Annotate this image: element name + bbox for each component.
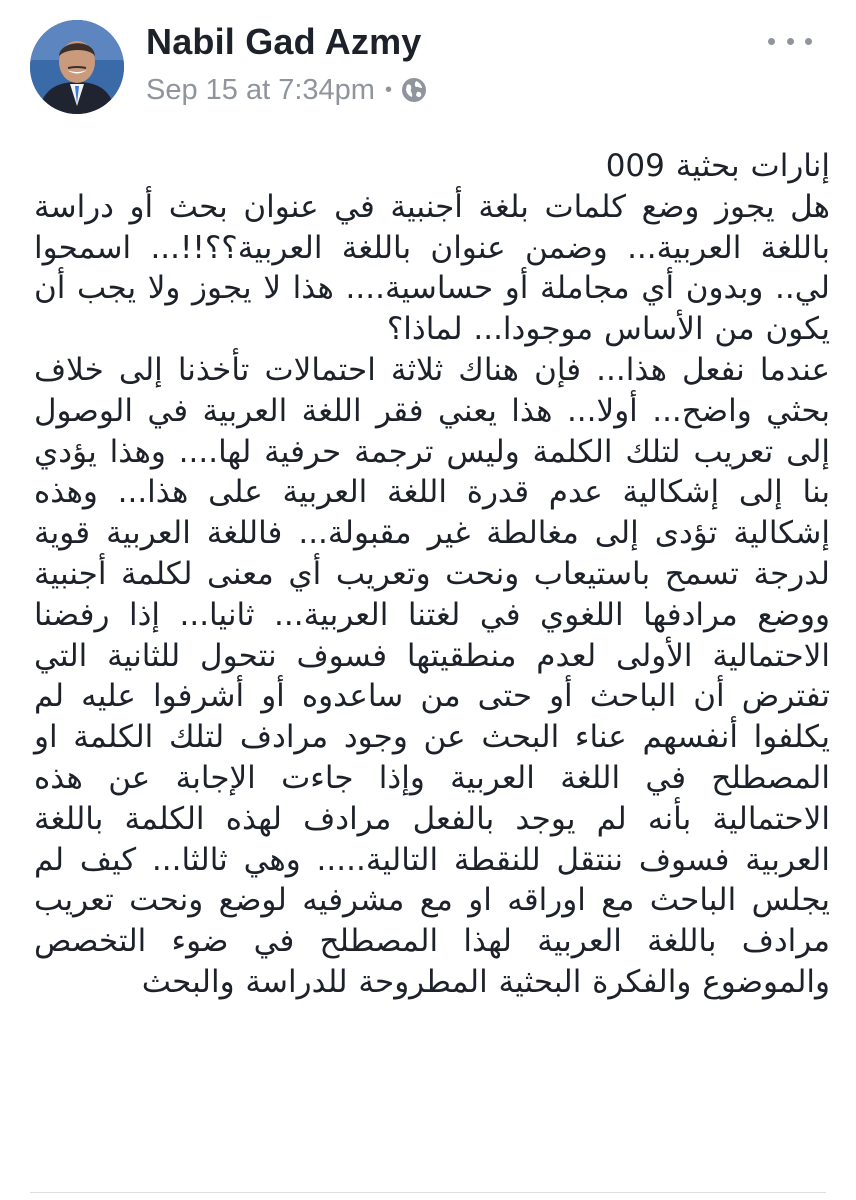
post-body-text: إنارات بحثية 009 هل يجوز وضع كلمات بلغة أجنبية في عنوان بحث أو دراسة باللغة العربية... وضمن عنوان باللغة العربية؟؟!!... اسمحوا لي.. وبدون أي مجاملة أو حساسية.... هذا لا يجوز ولا يجب أن يكون من الأساس موجودا... لماذا؟ عندما نفعل هذا... فإن هناك ثلاثة احتمالات تأخذنا إلى خلاف بحثي واضح... أولا... هذا يعني فقر اللغة العربية في الوصول إلى تعريب لتلك الكلمة وليس ترجمة حرفية لها.... وهذا يؤدي بنا إلى إشكالية عدم قدرة اللغة العربية على هذا... وهذه إشكالية تؤدى إلى مغالطة غير مقبولة... فاللغة العربية قوية لدرجة تسمح باستيعاب ونحت وتعريب أي معنى لكلمة أجنبية ووضع مرادفها اللغوي في لغتنا العربية... ثانيا... إذا رفضنا الاحتمالية الأولى لعدم منطقيتها فسوف نتحول للثانية التي تفترض أن الباحث أو حتى من ساعدوه أو أشرفوا عليه لم يكلفوا أنفسهم عناء البحث عن وجود مرادف لتلك الكلمة او المصطلح في اللغة العربية وإذا جاءت الإجابة عن هذه الاحتمالية بأنه لم يوجد بالفعل مرادف لهذه الكلمة باللغة العربية فسوف ننتقل للنقطة التالية..... وهي ثالثا... كيف لم يجلس الباحث مع اوراقه او مع مشرفيه لوضع ونحت تعريب مرادف باللغة العربية لهذا المصطلح في ضوء التخصص والموضوع والفكرة البحثية المطروحة للدراسة والبحث xyxy=(34,148,830,1000)
post-meta xyxy=(146,72,428,108)
meta-separator: • xyxy=(384,78,392,101)
post-header xyxy=(0,0,856,130)
more-horizontal-icon-dot-2 xyxy=(787,38,794,45)
globe-icon[interactable] xyxy=(400,76,428,104)
more-horizontal-icon xyxy=(768,38,775,45)
post-options-button[interactable] xyxy=(768,26,812,56)
author-name[interactable]: Nabil Gad Azmy xyxy=(146,21,422,62)
post-divider xyxy=(30,1192,826,1193)
post-timestamp[interactable]: Sep 15 at 7:34pm xyxy=(146,73,375,106)
more-horizontal-icon-dot-3 xyxy=(805,38,812,45)
avatar[interactable] xyxy=(30,20,124,114)
avatar-portrait xyxy=(30,20,124,114)
